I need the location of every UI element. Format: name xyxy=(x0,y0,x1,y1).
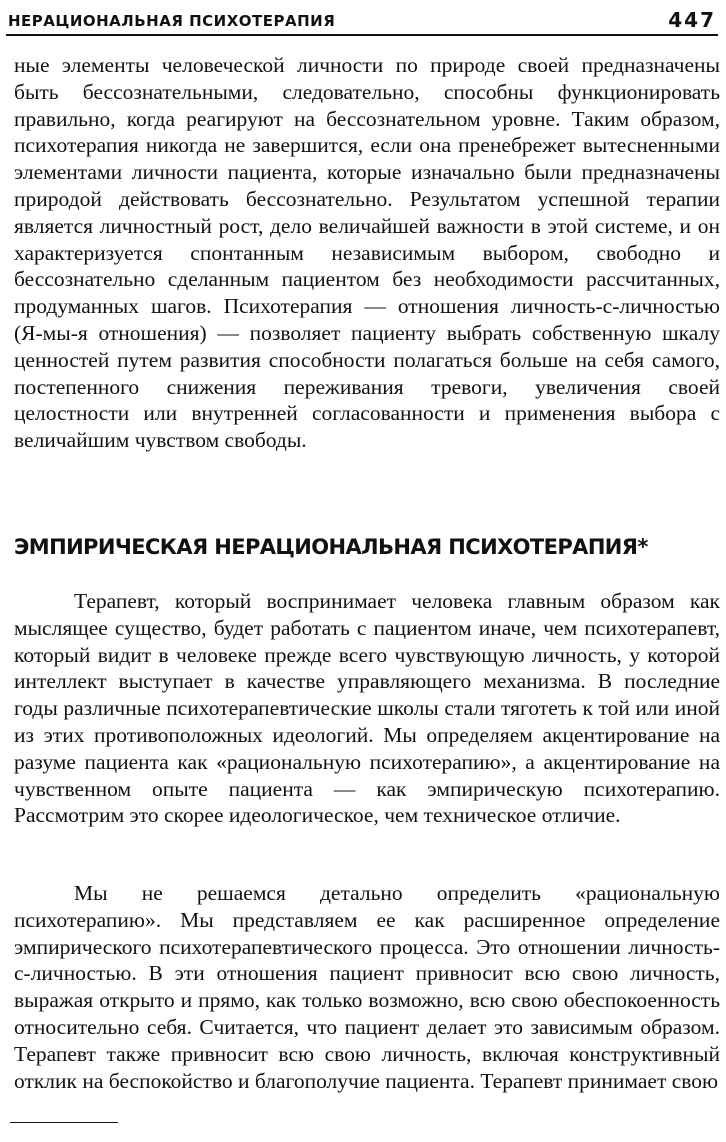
footnote-rule xyxy=(10,1122,118,1123)
section-heading: ЭМПИРИЧЕСКАЯ НЕРАЦИОНАЛЬНАЯ ПСИХОТЕРАПИЯ* xyxy=(14,535,648,559)
running-head xyxy=(6,8,718,36)
paragraph-rational-psychotherapy: Мы не решаемся детально определить «рациональную психотерапию». Мы представляем ее как расширенное определение эмпирического психотерапевтического процесса. Это отношении личность-с-личностью. В эти отношения пациент привносит всю свою личность, выражая открыто и прямо, как только возможно, всю свою обеспокоенность относительно себя. Считается, что пациент делает это зависимым образом. Терапевт также привносит всю свою личность, включая конструктивный отклик на беспокойство и благополучие пациента. Терапевт принимает свою xyxy=(14,881,720,1093)
running-head-title: НЕРАЦИОНАЛЬНАЯ ПСИХОТЕРАПИЯ xyxy=(8,12,336,30)
page-number: 447 xyxy=(668,8,716,32)
paragraph-continuation: ные элементы человеческой личности по природе своей предназначены быть бессознательными, следовательно, способны функционировать правильно, когда реагируют на бессознательном уровне. Таким образом, психотерапия никогда не завершится, если она пренебрежет вытесненными элементами личности пациента, которые изначально были предназначены природой действовать бессознательно. Результатом успешной терапии является личностный рост, дело величайшей важности в этой системе, и он характеризуется спонтанным независимым выбором, свободно и бессознательно сделанным пациентом без необходимости рассчитанных, продуманных шагов. Психотерапия — отношения личность-с-личностью (Я-мы-я отношения) — позволяет пациенту выбрать собственную шкалу ценностей путем развития способности полагаться больше на себя самого, постепенного снижения переживания тревоги, увеличения своей целостности или внутренней согласованности и применения выбора с величайшим чувством свободы. xyxy=(14,53,720,453)
paragraph-therapist: Терапевт, который воспринимает человека главным образом как мыслящее существо, будет работать с пациентом иначе, чем психотерапевт, который видит в человеке прежде всего чувствующую личность, у которой интеллект выступает в качестве управляющего механизма. В последние годы различные психотерапевтические школы стали тяготеть к той или иной из этих противоположных идеологий. Мы определяем акцентирование на разуме пациента как «рациональную психотерапию», а акцентирование на чувственном опыте пациента — как эмпирическую психотерапию. Рассмотрим это скорее идеологическое, чем техническое отличие. xyxy=(14,589,720,828)
